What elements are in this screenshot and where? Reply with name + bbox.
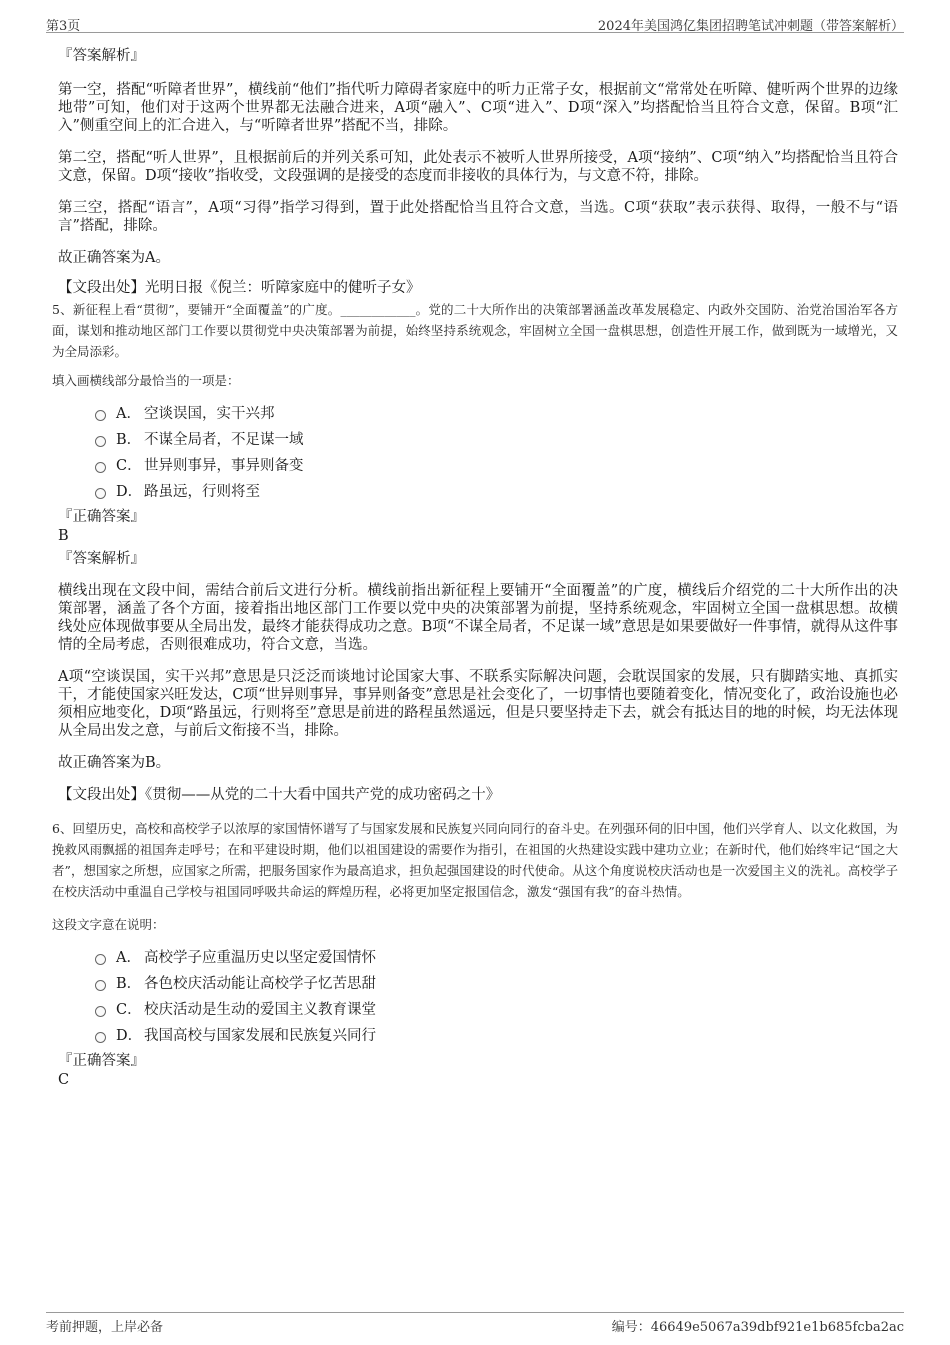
answer-value: C [58, 1072, 70, 1088]
option-list [58, 945, 898, 1049]
radio-icon[interactable] [95, 462, 106, 473]
analysis-label: 『答案解析』 [58, 551, 145, 567]
analysis-paragraph: 第三空，搭配“语言”，A项“习得”指学习得到，置于此处搭配恰当且符合文意，当选。C项“获取”表示获得、取得，一般不与“语言”搭配，排除。 [58, 200, 898, 234]
footer-slogan: 考前押题，上岸必备 [46, 1320, 164, 1335]
option-c[interactable]: C． 校庆活动是生动的爱国主义教育课堂 [58, 997, 898, 1023]
answer-value: B [58, 528, 69, 544]
question-prompt: 填入画横线部分最恰当的一项是： [52, 373, 240, 388]
radio-icon[interactable] [95, 488, 106, 499]
radio-icon[interactable] [95, 436, 106, 447]
question-stem: 6、回望历史，高校和高校学子以浓厚的家国情怀谱写了与国家发展和民族复兴同向同行的奋斗史。在列强环伺的旧中国，他们兴学育人、以文化救国，为挽救风雨飘摇的祖国奔走呼号；在和平建设时期，他们以祖国建设的需要作为指引，在祖国的火热建设实践中建功立业；在新时代，他们始终牢记“国之大者”，想国家之所想，应国家之所需，把服务国家作为最高追求，担负起强国建设的时代使命。从这个角度说校庆活动也是一次爱国主义的洗礼。高校学子在校庆活动中重温自己学校与祖国同呼吸共命运的辉煌历程，必将更加坚定报国信念，激发“强国有我”的奋斗热情。 [52, 821, 898, 899]
document-body [52, 44, 898, 1089]
radio-icon[interactable] [95, 954, 106, 965]
analysis-paragraph: 第一空，搭配“听障者世界”，横线前“他们”指代听力障碍者家庭中的听力正常子女，根据前文“常常处在听障、健听两个世界的边缘地带”可知，他们对于这两个世界都无法融合进来，A项“融入”、C项“进入”、D项“深入”均搭配恰当且符合文意，保留。B项“汇入”侧重空间上的汇合进入，与“听障者世界”搭配不当，排除。 [58, 82, 898, 134]
source-citation: 【文段出处】《贯彻——从党的二十大看中国共产党的成功密码之十》 [58, 787, 501, 803]
page-number: 第3页 [46, 19, 81, 34]
document-id: 编号：46649e5067a39dbf921e1b685fcba2ac [611, 1320, 904, 1335]
page-footer [46, 1312, 904, 1335]
analysis-paragraph: 横线出现在文段中间，需结合前后文进行分析。横线前指出新征程上要铺开“全面覆盖”的广度，横线后介绍党的二十大所作出的决策部署，涵盖了各个方面，接着指出地区部门工作要以党中央的决策部署为前提，坚持系统观念，牢固树立全国一盘棋思想。故横线处应体现做事要从全局出发，最终才能获得成功之意。B项“不谋全局者，不足谋一域”意思是如果要做好一件事情，就得从这件事情的全局考虑，否则很难成功，符合文意，当选。 [58, 583, 898, 653]
option-a[interactable]: A． 高校学子应重温历史以坚定爱国情怀 [58, 945, 898, 971]
analysis-paragraph: 第二空，搭配“听人世界”，且根据前后的并列关系可知，此处表示不被听人世界所接受，A项“接纳”、C项“纳入”均搭配恰当且符合文意，保留。D项“接收”指收受，文段强调的是接受的态度而非接收的具体行为，与文意不符，排除。 [58, 150, 898, 184]
question-prompt: 这段文字意在说明： [52, 917, 165, 932]
option-b[interactable]: B． 各色校庆活动能让高校学子忆苦思甜 [58, 971, 898, 997]
question-stem: 5、新征程上看“贯彻”，要铺开“全面覆盖”的广度。____________。党的二十大所作出的决策部署涵盖改革发展稳定、内政外交国防、治党治国治军各方面，谋划和推动地区部门工作要以贯彻党中央决策部署为前提，始终坚持系统观念，牢固树立全国一盘棋思想，创造性开展工作，做到既为一域增光，又为全局添彩。 [52, 302, 898, 359]
analysis-paragraph: A项“空谈误国，实干兴邦”意思是只泛泛而谈地讨论国家大事、不联系实际解决问题，会耽误国家的发展，只有脚踏实地、真抓实干，才能使国家兴旺发达，C项“世异则事异，事异则备变”意思是社会变化了，一切事情也要随着变化，情况变化了，政治设施也必须相应地变化，D项“路虽远，行则将至”意思是前进的路程虽然遥远，但是只要坚持走下去，就会有抵达目的地的时候，均无法体现从全局出发之意，与前后文衔接不当，排除。 [58, 669, 898, 739]
option-list [58, 401, 898, 505]
option-a[interactable]: A． 空谈误国，实干兴邦 [58, 401, 898, 427]
answer-label: 『正确答案』 [58, 509, 145, 525]
option-b[interactable]: B． 不谋全局者，不足谋一域 [58, 427, 898, 453]
source-citation: 【文段出处】光明日报《倪兰：听障家庭中的健听子女》 [58, 280, 421, 296]
question-6 [52, 818, 898, 1089]
option-d[interactable]: D． 我国高校与国家发展和民族复兴同行 [58, 1023, 898, 1049]
question-4-analysis [58, 48, 898, 297]
radio-icon[interactable] [95, 1032, 106, 1043]
radio-icon[interactable] [95, 980, 106, 991]
option-d[interactable]: D． 路虽远，行则将至 [58, 479, 898, 505]
answer-label: 『正确答案』 [58, 1053, 145, 1069]
option-c[interactable]: C． 世异则事异，事异则备变 [58, 453, 898, 479]
question-5 [52, 299, 898, 804]
radio-icon[interactable] [95, 410, 106, 421]
answer-conclusion: 故正确答案为A。 [58, 250, 170, 266]
analysis-label: 『答案解析』 [58, 48, 145, 64]
document-title: 2024年美国鸿亿集团招聘笔试冲刺题（带答案解析） [597, 19, 904, 34]
page-header [46, 12, 904, 33]
radio-icon[interactable] [95, 1006, 106, 1017]
answer-conclusion: 故正确答案为B。 [58, 755, 171, 771]
